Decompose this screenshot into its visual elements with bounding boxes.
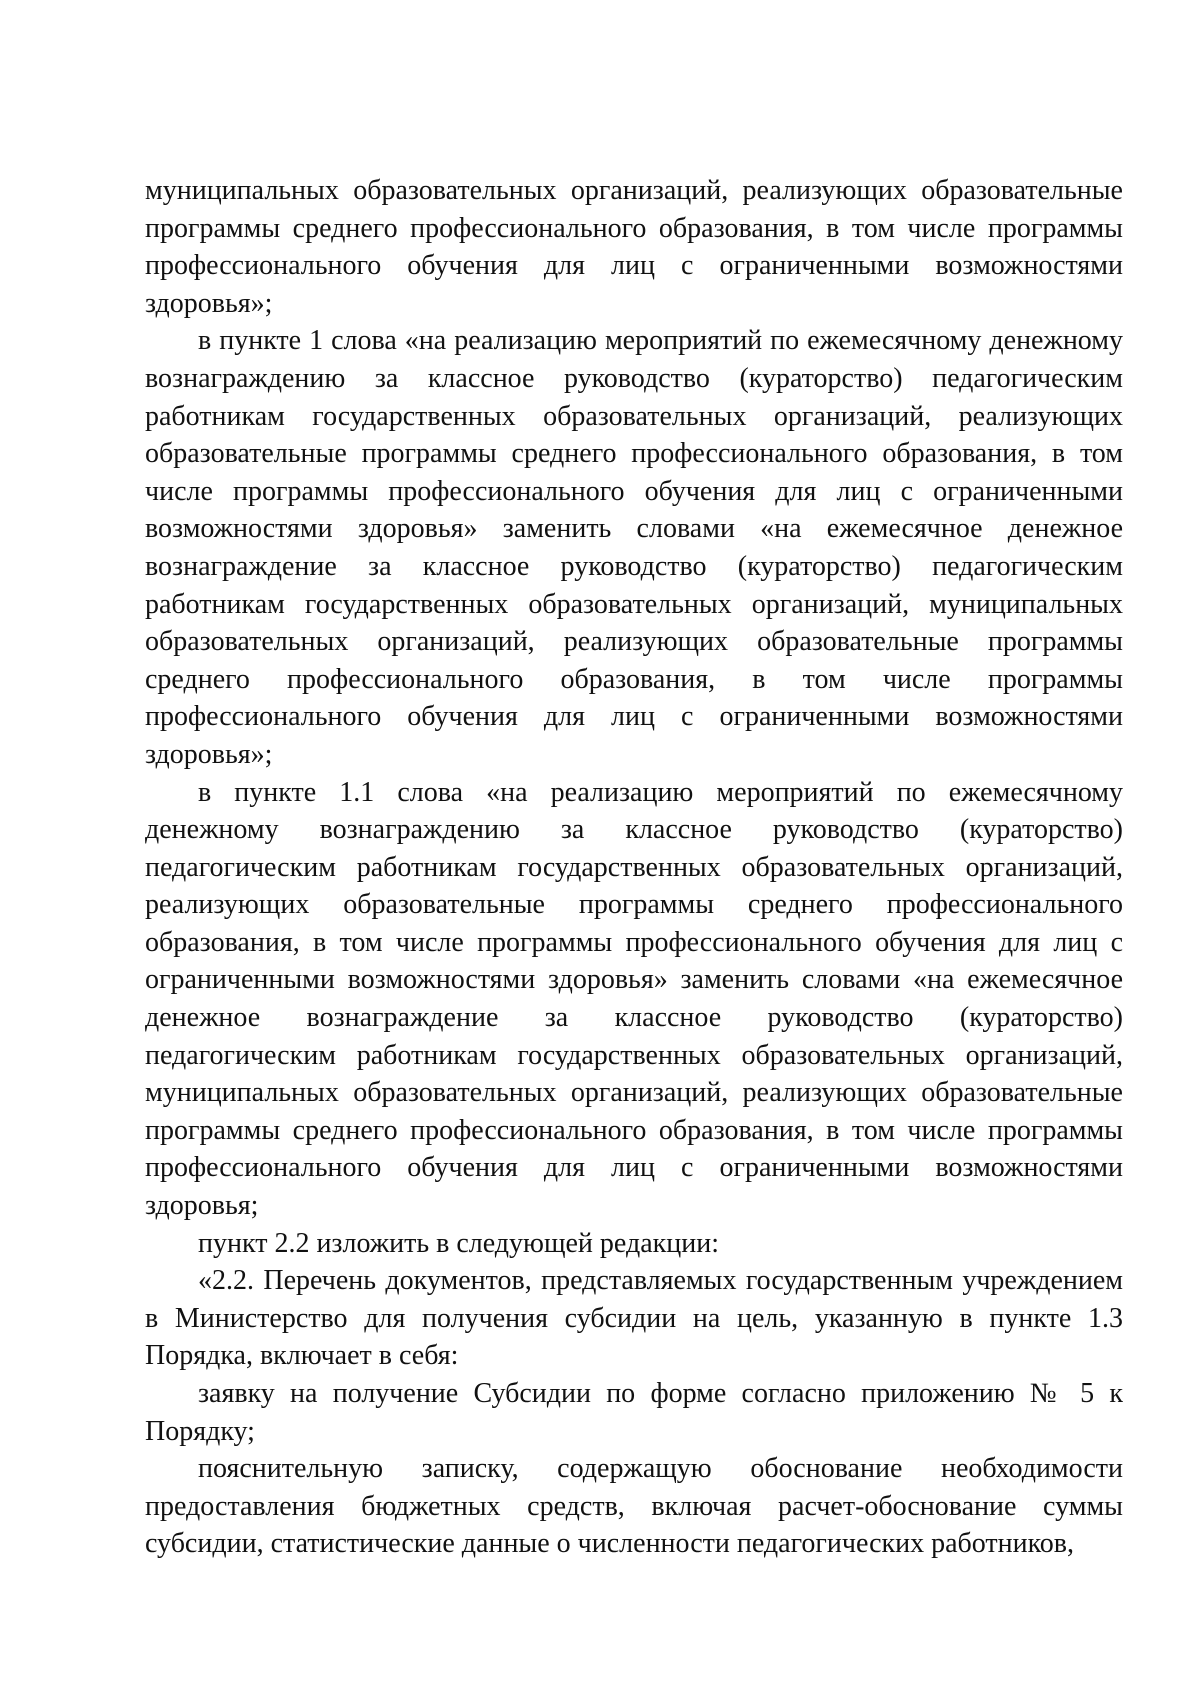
paragraph-item-2-2-intro: пункт 2.2 изложить в следующей редакции: (198, 1227, 719, 1259)
paragraph-explanatory-note: пояснительную записку, содержащую обоснование необходимости предоставления бюджетных средств, включая расчет-обоснование суммы субсидии, статистические данные о численности педагогических работников, (145, 1453, 1123, 1560)
paragraph-item-2-2: «2.2. Перечень документов, представляемых государственным учреждением в Министерство для получения субсидии на цель, указанную в пункте 1.3 Порядка, включает в себя: (145, 1265, 1123, 1372)
paragraph-continuation: муниципальных образовательных организаций, реализующих образовательные программы среднего профессионального образования, в том числе программы профессионального обучения для лиц с ограниченными возможностями здоровья»; (145, 175, 1123, 319)
document-page (145, 172, 1123, 1563)
paragraph-application: заявку на получение Субсидии по форме согласно приложению № 5 к Порядку; (145, 1378, 1123, 1447)
paragraph-item-1: в пункте 1 слова «на реализацию мероприятий по ежемесячному денежному вознаграждению за классное руководство (кураторство) педагогическим работникам государственных образовательных организаций, реализующих образовательные программы среднего профессионального образования, в том числе программы профессионального обучения для лиц с ограниченными возможностями здоровья» заменить словами «на ежемесячное денежное вознаграждение за классное руководство (кураторство) педагогическим работникам государственных образовательных организаций, муниципальных образовательных организаций, реализующих образовательные программы среднего профессионального образования, в том числе программы профессионального обучения для лиц с ограниченными возможностями здоровья»; (145, 325, 1123, 770)
paragraph-item-1-1: в пункте 1.1 слова «на реализацию мероприятий по ежемесячному денежному вознаграждению за классное руководство (кураторство) педагогическим работникам государственных образовательных организаций, реализующих образовательные программы среднего профессионального образования, в том числе программы профессионального обучения для лиц с ограниченными возможностями здоровья» заменить словами «на ежемесячное денежное вознаграждение за классное руководство (кураторство) педагогическим работникам государственных образовательных организаций, муниципальных образовательных организаций, реализующих образовательные программы среднего профессионального образования, в том числе программы профессионального обучения для лиц с ограниченными возможностями здоровья; (145, 776, 1123, 1222)
